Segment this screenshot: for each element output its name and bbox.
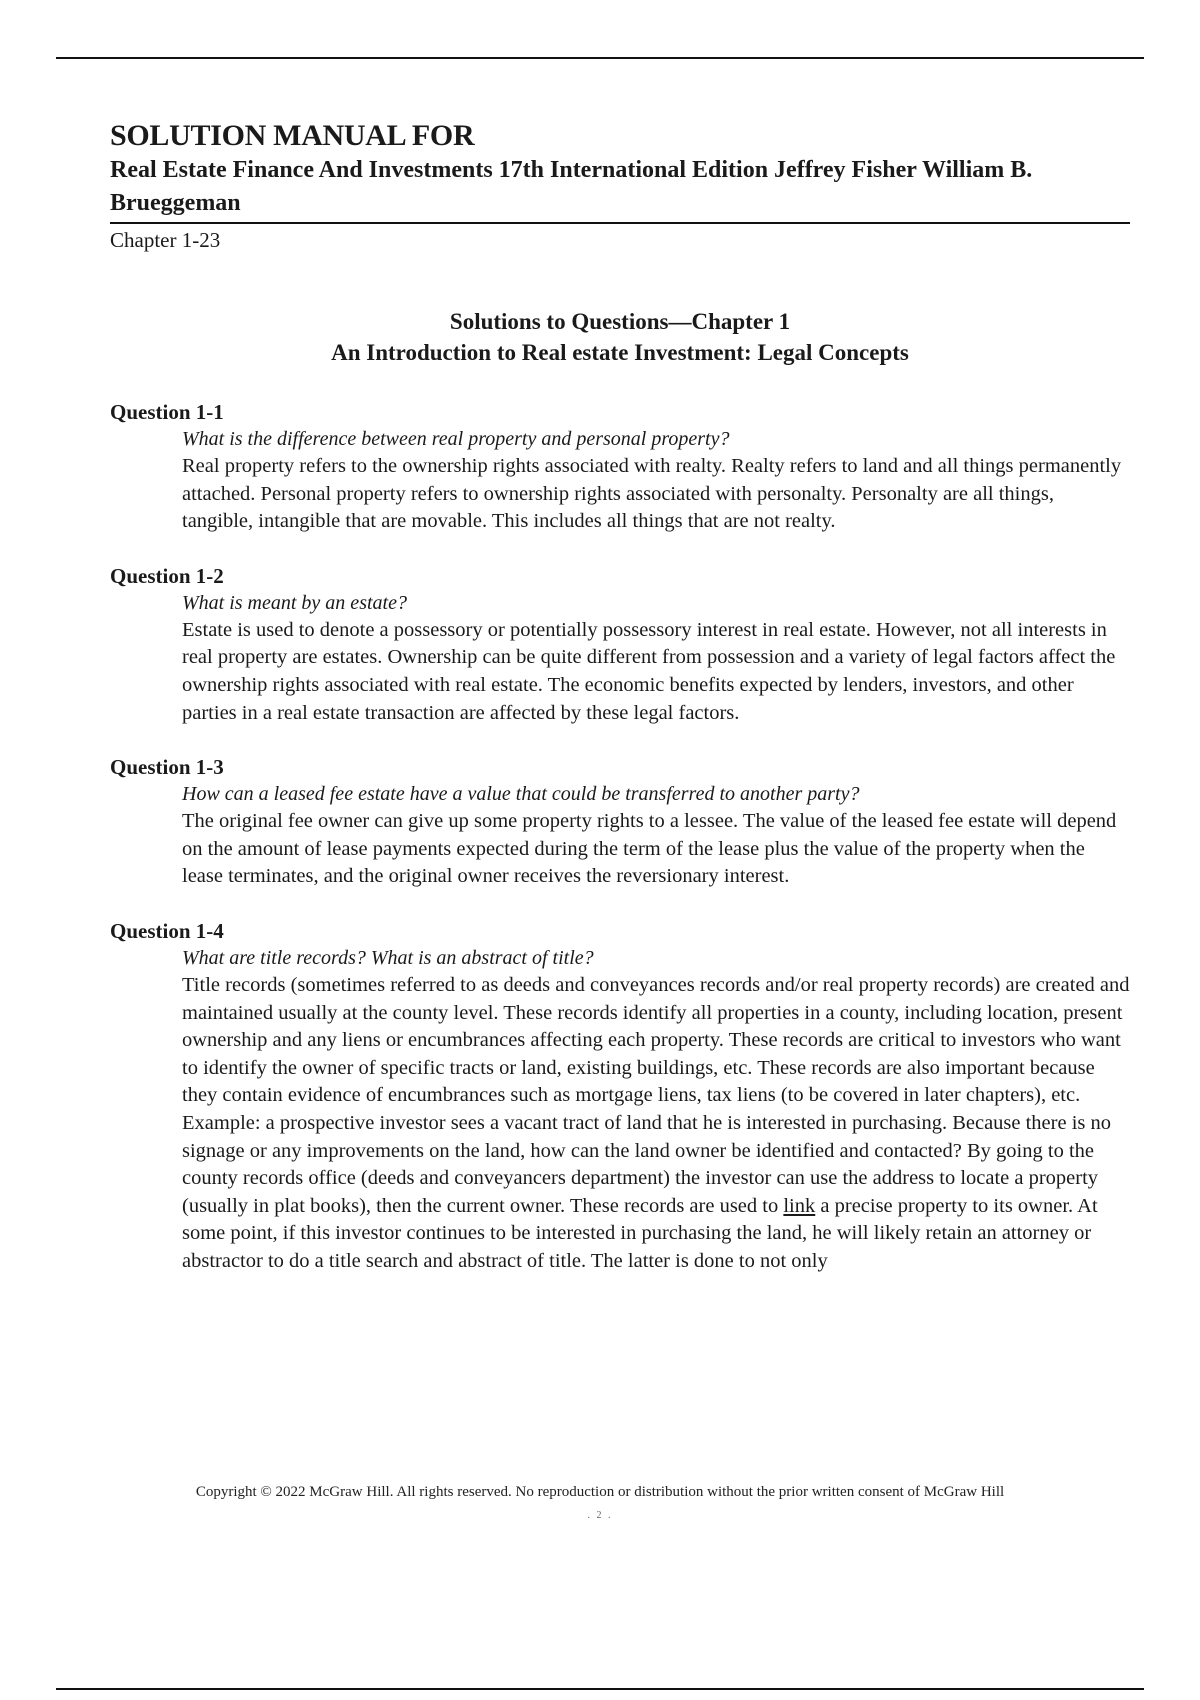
question-label: Question 1-3 [110,755,224,780]
question-text: How can a leased fee estate have a value that could be transferred to another party? [182,783,860,806]
question-label: Question 1-1 [110,400,224,424]
book-title: Real Estate Finance And Investments 17th International Edition Jeffrey Fisher William B. Brueggeman [110,154,1130,224]
question-1-3 [110,753,1130,891]
document-title: SOLUTION MANUAL FOR [110,119,475,152]
answer-link[interactable]: link [783,1194,816,1217]
page-number: . 2 . [587,1510,613,1521]
question-1-4 [110,917,1130,1276]
question-text: What is the difference between real property and personal property? [182,428,730,450]
question-1-2 [110,562,1130,727]
chapter-range: Chapter 1-23 [110,228,221,252]
footer-copyright: Copyright © 2022 McGraw Hill. All rights reserved. No reproduction or distribution without the prior written consent of McGraw Hill [195,1484,1005,1500]
answer-text: Real property refers to the ownership rights associated with realty. Realty refers to land and all things permanently attached. Personal property refers to ownership rights associated with personalty. Personalty are all things, tangible, intangible that are movable. This includes all things that are not realty. [182,455,1122,533]
answer-text: The original fee owner can give up some property rights to a lessee. The value of the leased fee estate will depend on the amount of lease payments expected during the term of the lease plus the value of the property when the lease terminates, and the original owner receives the reversionary interest. [182,810,1117,888]
answer-text-part-1: Title records (sometimes referred to as deeds and conveyances records and/or real property records) are created and maintained usually at the county level. These records identify all properties in a county, including location, present ownership and any liens or encumbrances affecting each property. These records are critical to investors who want to identify the owner of specific tracts or land, existing buildings, etc. These records are also important because they contain evidence of encumbrances such as mortgage liens, tax liens (to be covered in later chapters), etc. Example: a prospective investor sees a vacant tract of land that he is interested in purchasing. Because there is no signage or any improvements on the land, how can the land owner be identified and contacted? By going to the county records office (deeds and conveyancers department) the investor can use the address to locate a property (usually in plat books), then the current owner. These records are used to [182,973,1130,1217]
answer-text: Estate is used to denote a possessory or potentially possessory interest in real estate. However, not all interests in real property are estates. Ownership can be quite different from possession and a variety of legal factors affect the ownership rights associated with real estate. The economic benefits expected by lenders, investors, and other parties in a real estate transaction are affected by these legal factors. [182,618,1116,724]
question-text: What are title records? What is an abstract of title? [182,946,594,969]
section-heading [110,306,1130,368]
answer-text [110,972,1130,1276]
question-label: Question 1-4 [110,918,224,943]
question-label: Question 1-2 [110,563,224,588]
question-text: What is meant by an estate? [182,591,407,614]
question-1-1 [110,398,1130,536]
page-content [110,118,1130,1275]
bottom-rule [56,1688,1144,1690]
section-heading-line-2: An Introduction to Real estate Investment: Legal Concepts [331,340,909,365]
top-rule [56,57,1144,59]
answer-text-part-2: a precise property to its owner. At some point, if this investor continues to be interested in purchasing the land, he will likely retain an attorney or abstractor to do a title search and abstract of title. The latter is done to not only [182,1194,1098,1272]
section-heading-line-1: Solutions to Questions—Chapter 1 [449,309,791,334]
